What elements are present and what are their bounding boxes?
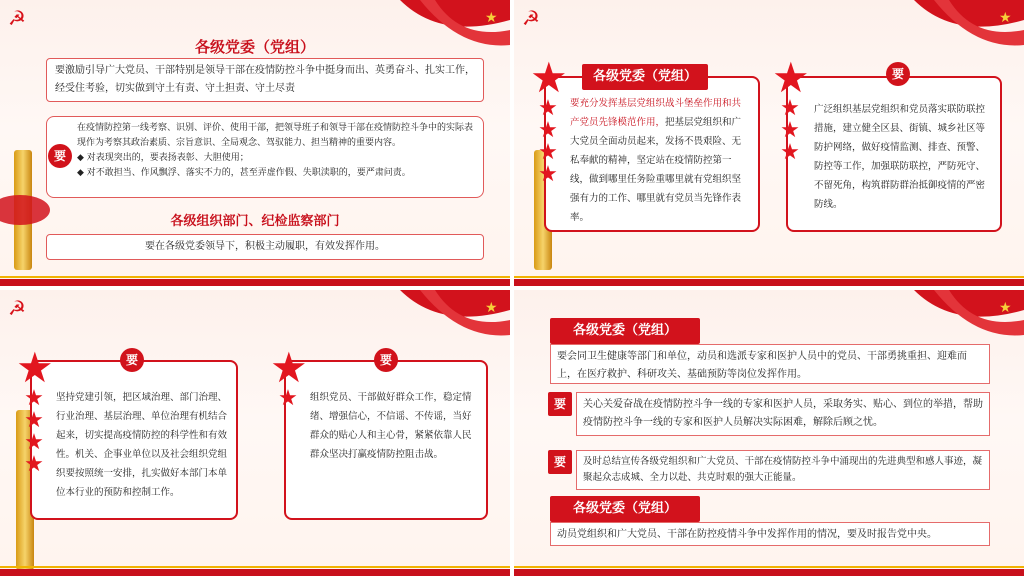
slide2-card-right-text: 广泛组织基层党组织和党员落实联防联控措施，建立健全区县、街镇、城乡社区等防护网络，做好疫情监测、排查、预警、防控等工作，加强联防联控，严防死守、不留死角，构筑群防群治抵御疫情的严密防线。 — [814, 104, 986, 210]
requirement-badge: 要 — [374, 348, 398, 372]
bottom-bar — [514, 279, 1024, 286]
slide2-card-left-text: 把基层党组织和广大党员全面动员起来，发扬不畏艰险、无私奉献的精神，坚定站在疫情防控第一线，做到哪里任务险重哪里就有党组织坚强有力的工作、哪里就有党员当先锋作表率。 — [570, 117, 742, 223]
star-icon: ★ — [538, 96, 558, 121]
svg-text:★: ★ — [485, 300, 498, 316]
slide1-departments-text: 要在各级党委领导下，积极主动履职，有效发挥作用。 — [145, 241, 385, 252]
slide1-bullet-1: ◆ 对表现突出的，要表扬表彰、大胆使用； — [77, 153, 249, 163]
star-icon: ★ — [24, 430, 44, 455]
slide1-departments-box — [46, 234, 484, 260]
bottom-bar — [514, 569, 1024, 576]
star-icon: ★ — [780, 140, 800, 165]
slide2-card-left — [544, 76, 760, 232]
hammer-sickle-icon: ☭ — [8, 6, 26, 30]
slide4-row-3 — [576, 450, 990, 490]
requirement-badge: 要 — [48, 144, 72, 168]
slide4-row-4 — [550, 522, 990, 546]
red-ribbon — [0, 195, 50, 225]
star-icon: ★ — [780, 96, 800, 121]
slide3-card-right-text: 组织党员、干部做好群众工作，稳定情绪、增强信心，不信谣、不传谣，当好群众的贴心人和主心骨，紧紧依靠人民群众坚决打赢疫情防控阻击战。 — [310, 392, 472, 460]
slide-2[interactable] — [514, 0, 1024, 286]
star-icon: ★ — [16, 343, 54, 392]
slide1-bullet-2: ◆ 对不敢担当、作风飘浮、落实不力的，甚至弄虚作假、失职渎职的，要严肃问责。 — [77, 168, 411, 178]
slide1-intro-text: 要激励引导广大党员、干部特别是领导干部在疫情防控斗争中挺身而出、英勇奋斗、扎实工作，经受住考验，切实做到守土有责、守土担责、守土尽责 — [55, 65, 475, 94]
svg-text:★: ★ — [999, 300, 1012, 316]
requirement-badge: 要 — [886, 62, 910, 86]
svg-text:★: ★ — [999, 10, 1012, 26]
star-icon: ★ — [780, 118, 800, 143]
slide1-title-committee: 各级党委（党组） — [194, 38, 315, 56]
slide3-stars-left — [16, 343, 54, 477]
requirement-badge: 要 — [548, 392, 572, 416]
slide-3[interactable] — [0, 290, 510, 576]
slide2-card-left-emphasis: 要充分发挥基层党组织战斗堡垒作用和共产党员先锋模范作用， — [570, 98, 742, 128]
slide2-stars-right — [772, 53, 810, 165]
star-icon: ★ — [270, 343, 308, 392]
slide4-row-2-text: 关心关爱奋战在疫情防控斗争一线的专家和医护人员，采取务实、贴心、到位的举措，帮助疫情防控斗争一线的专家和医护人员解决实际困难，解除后顾之忧。 — [583, 399, 983, 428]
star-icon: ★ — [538, 118, 558, 143]
bottom-bar — [0, 279, 510, 286]
slide2-card-right — [786, 76, 1002, 232]
star-icon: ★ — [772, 53, 810, 102]
red-flag-icon — [874, 0, 1024, 70]
star-icon: ★ — [278, 386, 298, 411]
slide3-card-left — [30, 360, 238, 520]
slide1-requirement-box — [46, 116, 484, 198]
slide4-row-4-text: 动员党组织和广大党员、干部在防控疫情斗争中发挥作用的情况，要及时报告党中央。 — [557, 529, 937, 540]
star-icon: ★ — [530, 53, 568, 102]
svg-text:★: ★ — [485, 10, 498, 26]
slide3-card-right — [284, 360, 488, 520]
star-icon: ★ — [538, 140, 558, 165]
slide3-stars-right — [270, 343, 308, 411]
slide4-committee-pill-1: 各级党委（党组） — [550, 318, 700, 344]
star-icon: ★ — [24, 386, 44, 411]
star-icon: ★ — [538, 162, 558, 187]
slide2-stars-left — [530, 53, 568, 187]
slide1-intro-box — [46, 58, 484, 102]
hammer-sickle-icon: ☭ — [8, 296, 26, 320]
star-icon: ★ — [24, 408, 44, 433]
slide2-committee-pill: 各级党委（党组） — [582, 64, 708, 90]
slide4-row-1 — [550, 344, 990, 384]
slide1-requirement-text: 在疫情防控第一线考察、识别、评价、使用干部，把领导班子和领导干部在疫情防控斗争中的实际表现作为考察其政治素质、宗旨意识、全局观念、驾驭能力、担当精神的重要内容。 — [77, 123, 474, 148]
hammer-sickle-icon: ☭ — [522, 6, 540, 30]
slide4-committee-pill-2: 各级党委（党组） — [550, 496, 700, 522]
requirement-badge: 要 — [548, 450, 572, 474]
slide1-title-departments: 各级组织部门、纪检监察部门 — [170, 214, 340, 229]
star-icon: ★ — [24, 452, 44, 477]
bottom-bar — [0, 569, 510, 576]
slide3-card-left-text: 坚持党建引领，把区域治理、部门治理、行业治理、基层治理、单位治理有机结合起来，切实提高疫情防控的科学性和有效性。机关、企事业单位以及社会组织党组织要按照统一安排，扎实做好本部门本单位本行业的预防和控制工作。 — [56, 392, 228, 498]
slide-1[interactable] — [0, 0, 510, 286]
requirement-badge: 要 — [120, 348, 144, 372]
slide-4[interactable] — [514, 290, 1024, 576]
slide4-row-1-text: 要会同卫生健康等部门和单位，动员和选派专家和医护人员中的党员、干部勇挑重担、迎难而上，在医疗救护、科研攻关、基础预防等岗位发挥作用。 — [557, 351, 967, 380]
slide4-row-3-text: 及时总结宣传各级党组织和广大党员、干部在疫情防控斗争中涌现出的先进典型和感人事迹，凝聚起众志成城、全力以赴、共克时艰的强大正能量。 — [583, 456, 983, 483]
slide4-row-2 — [576, 392, 990, 436]
